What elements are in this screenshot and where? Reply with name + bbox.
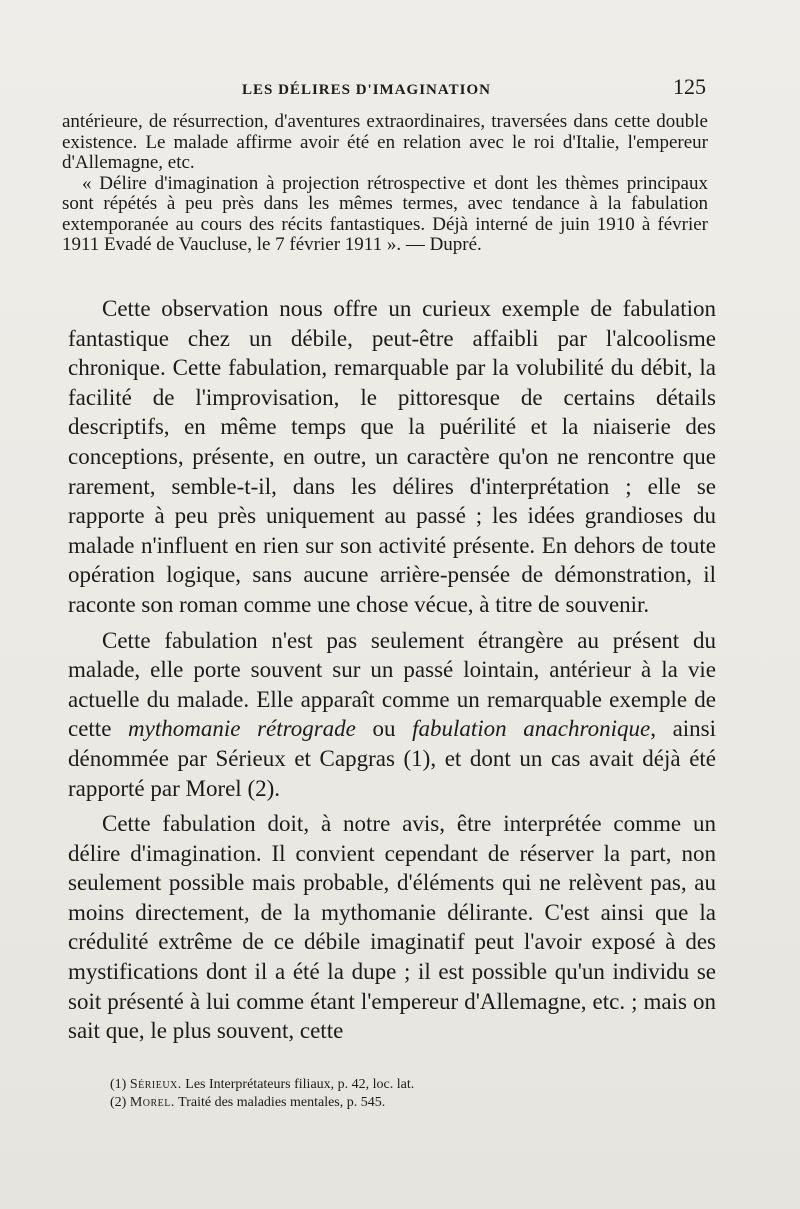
paragraph-2-text-c: , ainsi dénommée par Sérieux et Capgras (1), et dont un cas avait déjà été rapporté par Morel (2). [68, 716, 717, 801]
footnote-number: (1) [110, 1077, 127, 1092]
observation-continuation [62, 112, 708, 256]
term-fabulation-anachronique: fabulation anachronique [412, 716, 651, 742]
running-title: LES DÉLIRES D'IMAGINATION [242, 82, 491, 98]
page-number: 125 [673, 74, 706, 99]
footnote-author: Sérieux. [129, 1077, 182, 1092]
footnote-text: Traité des maladies mentales, p. 545. [174, 1095, 386, 1110]
footnote-number: (2) [110, 1095, 127, 1110]
footnote-text: Les Interprétateurs filiaux, p. 42, loc. lat. [181, 1077, 415, 1092]
footnote-2 [110, 1094, 670, 1112]
paragraph-2-text-b: ou [355, 716, 413, 742]
footnotes [110, 1076, 670, 1112]
paragraph-1: Cette observation nous offre un curieux exemple de fabulation fantastique chez un débile, peut-être affaibli par l'alcoolisme chronique. Cette fabulation, remarquable par la volubilité du débit, la facilité de l'improvisation, le pittoresque de certains détails descriptifs, en même temps que la puérilité et la niaiserie des conceptions, présente, en outre, un caractère qu'on ne rencontre que rarement, semble-t-il, dans les délires d'interprétation ; elle se rapporte à peu près uniquement au passé ; les idées grandioses du malade n'influent en rien sur son activité présente. En dehors de toute opération logique, sans aucune arrière-pensée de démonstration, il raconte son roman comme une chose vécue, à titre de souvenir. [68, 296, 716, 617]
continuation-paragraph: antérieure, de résurrection, d'aventures extraordinaires, traversées dans cette double existence. Le malade affirme avoir été en relation avec le roi d'Italie, l'empereur d'Allemagne, etc. [62, 111, 708, 173]
term-mythomanie-retrograde: mythomanie rétrograde [128, 716, 356, 742]
paragraph-3: Cette fabulation doit, à notre avis, être interprétée comme un délire d'imagination. Il convient cependant de réserver la part, non seulement possible mais probable, d'éléments qui ne relèvent pas, au moins directement, de la mythomanie délirante. C'est ainsi que la crédulité extrême de ce débile imaginatif peut l'avoir exposé à des mystifications dont il a été la dupe ; il est possible qu'un individu se soit présenté à lui comme étant l'empereur d'Allemagne, etc. ; mais on sait que, le plus souvent, cette [68, 811, 716, 1044]
footnote-author: Morel. [129, 1095, 175, 1110]
paragraph-2-text-a: Cette fabulation n'est pas seulement étrangère au présent du malade, elle porte souvent sur un passé lointain, antérieur à la vie actuelle du malade. Elle apparaît comme un remarquable exemple de cette [68, 627, 716, 742]
footnote-1 [110, 1076, 670, 1094]
quoted-certificate: « Délire d'imagination à projection rétrospective et dont les thèmes principaux sont répétés à peu près dans les mêmes termes, avec tendance à la fabulation extemporanée au cours des récits fantastiques. Déjà interné de juin 1910 à février 1911 Evadé de Vaucluse, le 7 février 1911 ». — Dupré. [62, 172, 708, 255]
paragraph-2 [68, 626, 716, 804]
page-header [62, 74, 712, 104]
main-text [68, 294, 716, 1052]
